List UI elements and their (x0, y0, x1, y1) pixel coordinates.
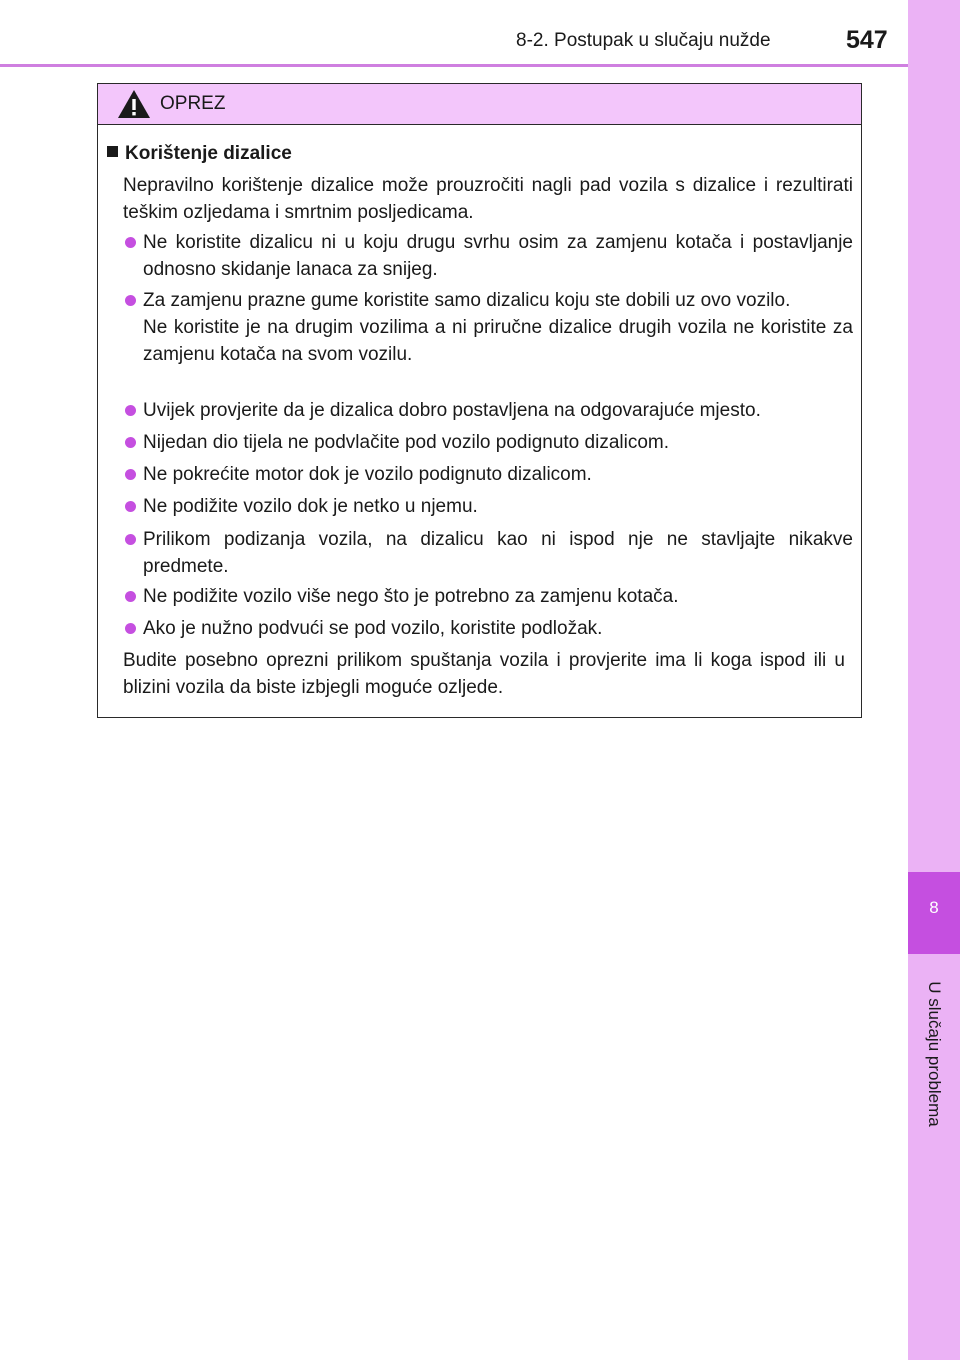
bullet-dot-icon (125, 469, 136, 480)
list-item-text: Uvijek provjerite da je dizalica dobro postavljena na odgovarajuće mjesto. (143, 400, 761, 421)
list-item-text: Nijedan dio tijela ne podvlačite pod vozilo podignuto dizalicom. (143, 432, 669, 453)
page-number: 547 (846, 26, 888, 54)
list-item-text: Za zamjenu prazne gume koristite samo dizalicu koju ste dobili uz ovo vozilo. (143, 290, 791, 311)
list-item (123, 461, 853, 488)
chapter-number-tab (908, 872, 960, 954)
section-title (107, 143, 292, 165)
chapter-side-tab (908, 0, 960, 1360)
header-rule (0, 64, 908, 67)
list-item (123, 583, 853, 610)
closing-paragraph: Budite posebno oprezni prilikom spuštanja vozila i provjerite ima li koga ispod ili u blizini vozila da biste izbjegli moguće ozljede. (123, 650, 845, 698)
list-item (123, 397, 853, 424)
list-item-text: Ne koristite dizalicu ni u koju drugu svrhu osim za zamjenu kotača i postavljanje odnosno skidanje lanaca za snijeg. (143, 232, 853, 280)
list-item-text: Ne podižite vozilo dok je netko u njemu. (143, 496, 478, 517)
bullet-dot-icon (125, 295, 136, 306)
caution-box (97, 83, 862, 718)
list-item (123, 229, 853, 283)
list-item (123, 287, 853, 368)
bullet-dot-icon (125, 534, 136, 545)
list-item (123, 429, 853, 456)
list-item-text: Ne podižite vozilo više nego što je potrebno za zamjenu kotača. (143, 586, 679, 607)
list-item-text: Ako je nužno podvući se pod vozilo, koristite podložak. (143, 618, 603, 639)
bullet-dot-icon (125, 405, 136, 416)
warning-icon (116, 88, 152, 120)
section-heading: 8-2. Postupak u slučaju nužde (516, 30, 771, 51)
list-item-text: Prilikom podizanja vozila, na dizalicu kao ni ispod nje ne stavljajte nikakve predmete. (143, 529, 853, 577)
list-item (123, 615, 853, 642)
caution-title: OPREZ (160, 93, 226, 114)
square-bullet-icon (107, 146, 118, 157)
bullet-dot-icon (125, 623, 136, 634)
intro-paragraph: Nepravilno korištenje dizalice može prouzročiti nagli pad vozila s dizalice i rezultirati teškim ozljedama i smrtnim posljedicama. (123, 175, 853, 223)
chapter-number: 8 (929, 898, 939, 917)
list-item (123, 493, 853, 520)
caution-header (98, 84, 861, 125)
list-item-text: Ne pokrećite motor dok je vozilo podignuto dizalicom. (143, 464, 592, 485)
section-title-text: Korištenje dizalice (125, 143, 292, 164)
bullet-dot-icon (125, 501, 136, 512)
bullet-dot-icon (125, 591, 136, 602)
list-item-continuation: Ne koristite je na drugim vozilima a ni priručne dizalice drugih vozila ne koristite za zamjenu kotača na svom vozilu. (143, 317, 853, 365)
list-item (123, 526, 853, 580)
chapter-label: U slučaju problema (925, 981, 944, 1127)
bullet-dot-icon (125, 437, 136, 448)
bullet-dot-icon (125, 237, 136, 248)
